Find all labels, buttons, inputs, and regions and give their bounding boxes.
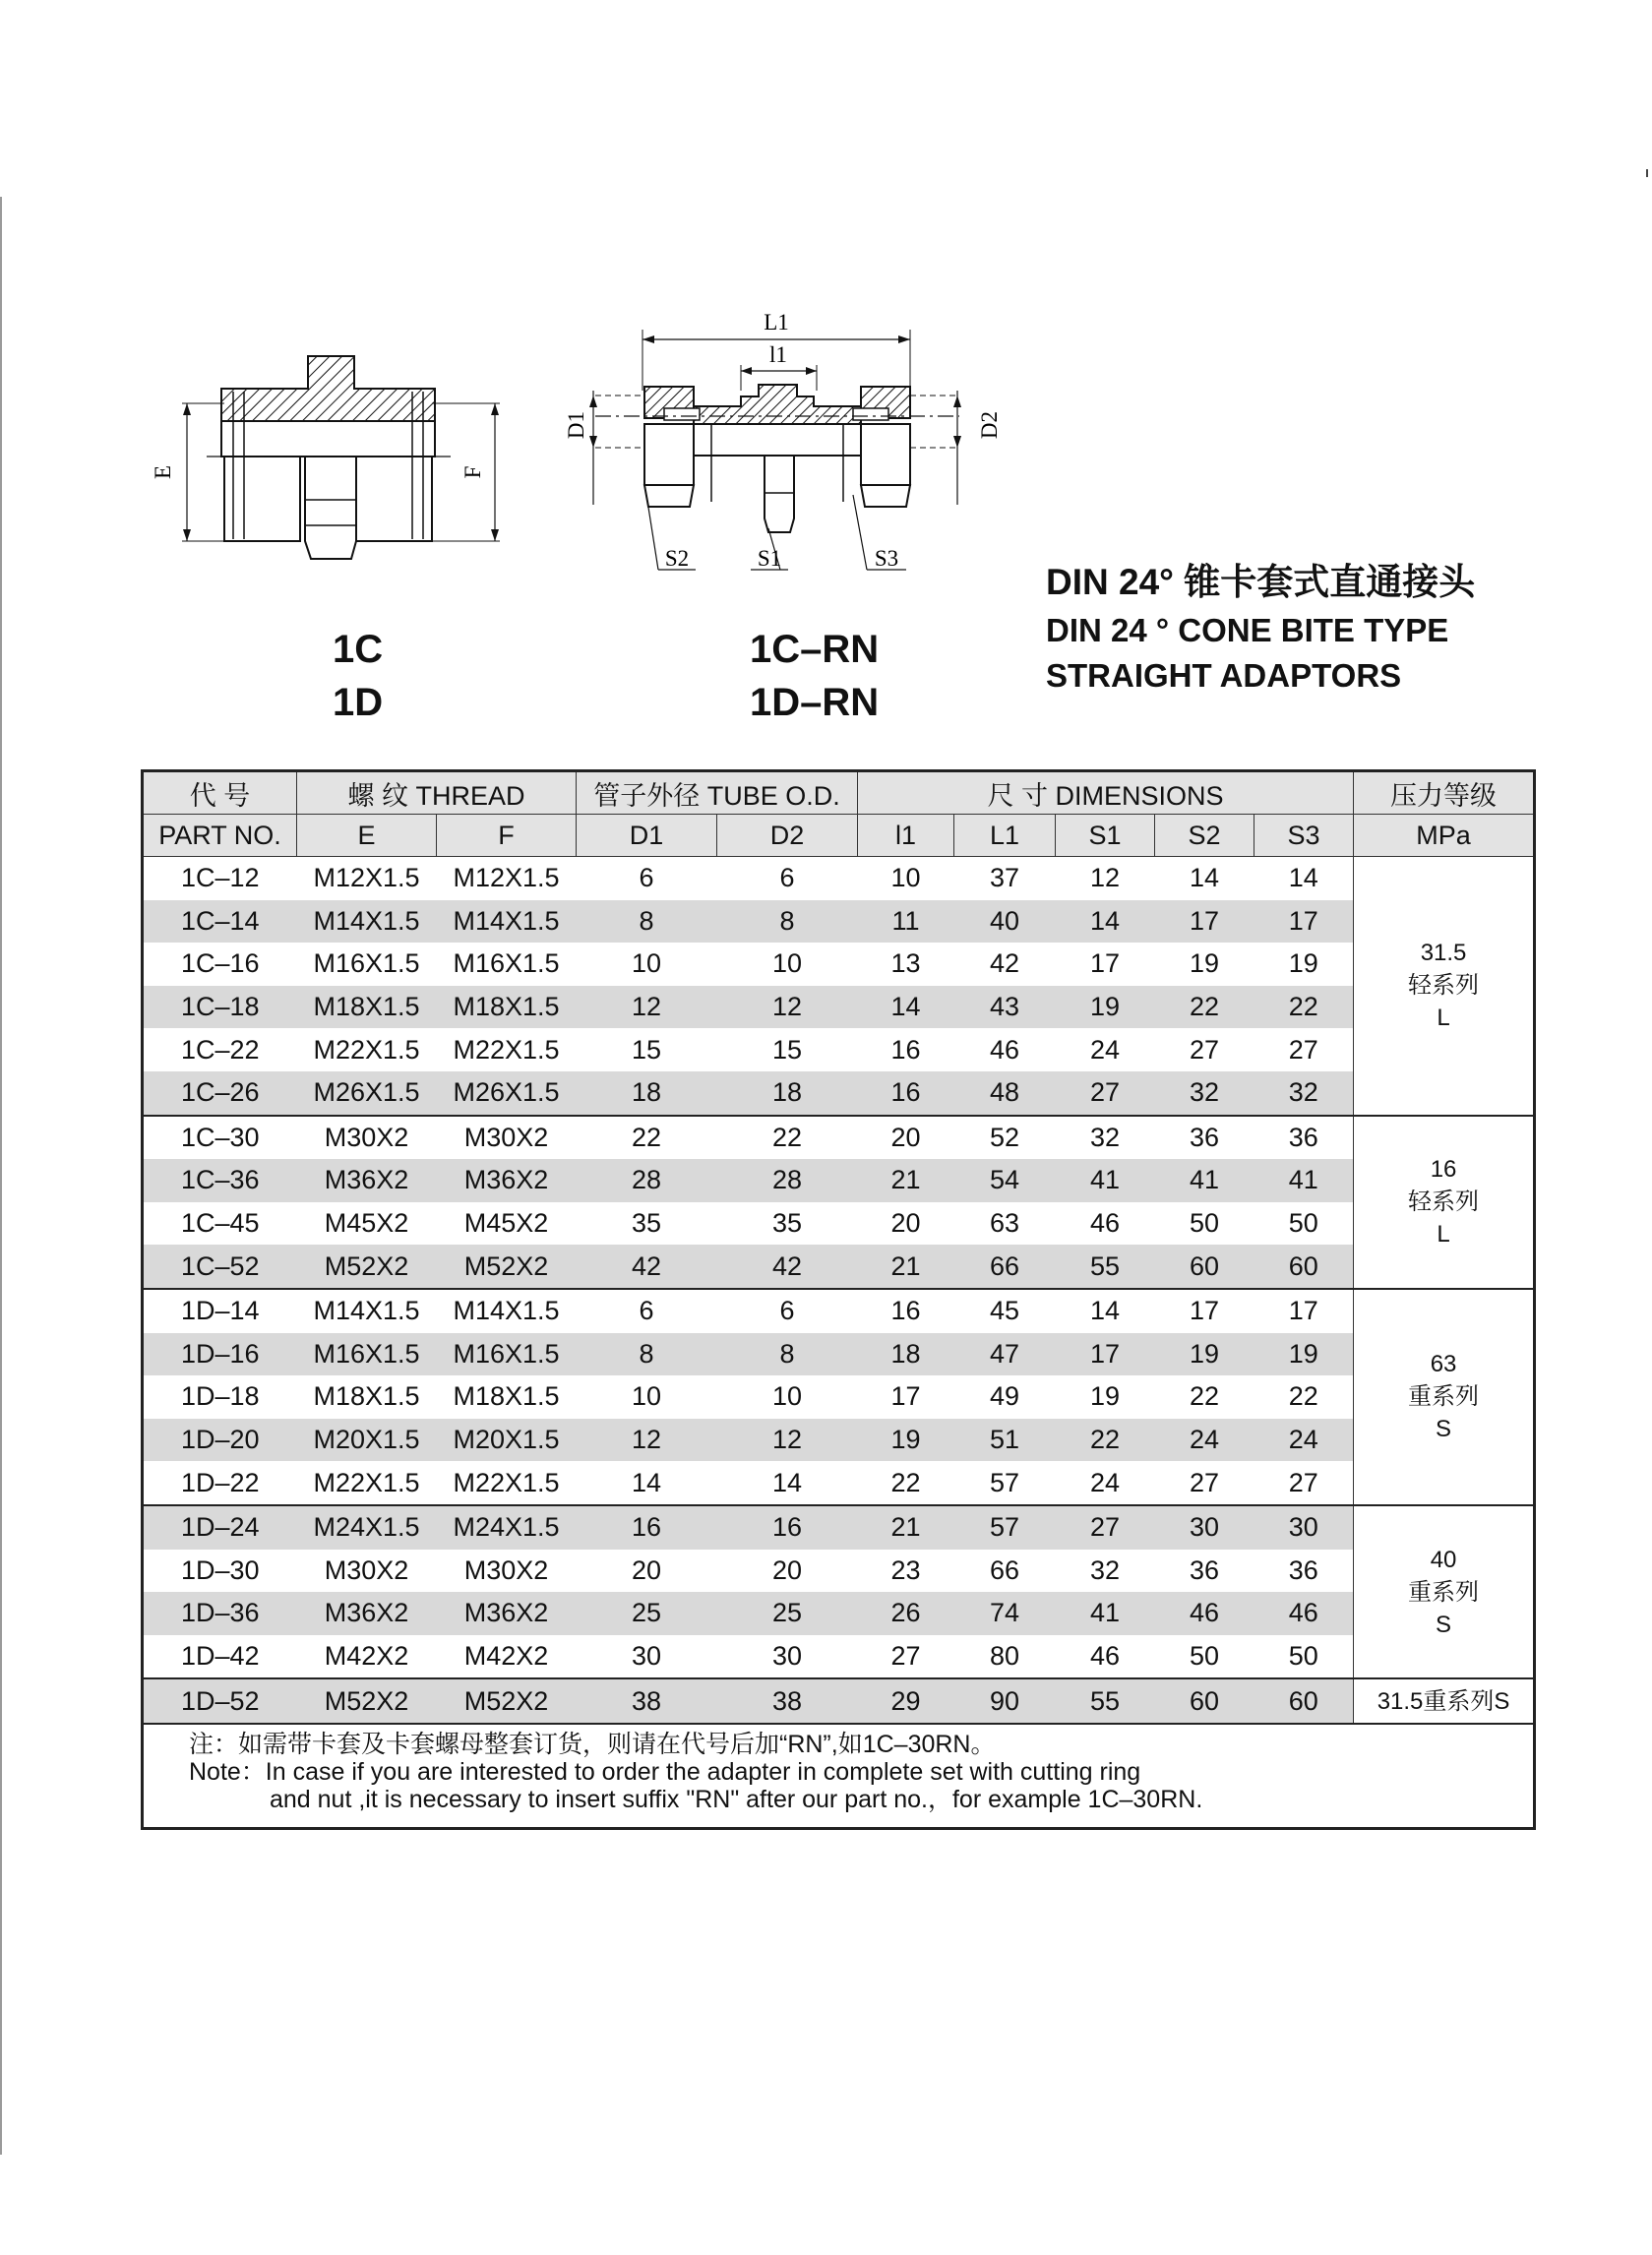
table-cell: M30X2 (324, 1554, 409, 1585)
table-cell: M12X1.5 (313, 863, 420, 893)
order-note (143, 1724, 1535, 1829)
table-cell: 15 (772, 1034, 803, 1065)
table-cell: 17 (1155, 900, 1254, 944)
table-cell: 16 (858, 1071, 954, 1116)
table-cell: M24X1.5 (437, 1505, 577, 1550)
table-cell: M16X1.5 (297, 1333, 437, 1376)
table-cell: 20 (772, 1554, 803, 1585)
table-cell: 30 (631, 1640, 662, 1671)
table-cell: M36X2 (437, 1592, 577, 1635)
table-cell: M30X2 (297, 1116, 437, 1160)
table-cell: 14 (1190, 863, 1220, 893)
table-row (143, 1550, 1535, 1593)
table-cell: 14 (1288, 863, 1318, 893)
table-cell: 10 (631, 948, 662, 979)
table-row (143, 1333, 1535, 1376)
dim-label-s1: S1 (757, 546, 782, 571)
table-cell: 60 (1254, 1245, 1354, 1289)
header-l1: L1 (954, 815, 1056, 857)
table-cell: 57 (990, 1467, 1020, 1497)
table-cell: 10 (772, 1381, 803, 1412)
table-cell: 19 (858, 1419, 954, 1462)
page-edge-line (0, 197, 2, 2155)
table-cell: 18 (858, 1333, 954, 1376)
table-cell: 27 (1190, 1467, 1220, 1497)
table-cell: 43 (954, 986, 1056, 1029)
table-cell: 28 (717, 1159, 858, 1202)
table-cell: 22 (1155, 986, 1254, 1029)
table-cell: 36 (1288, 1554, 1318, 1585)
table-cell: 12 (717, 986, 858, 1029)
table-cell: 49 (990, 1381, 1020, 1412)
pressure-rating-line: 轻系列 (1408, 1188, 1480, 1216)
model-label-1d: 1D (333, 681, 384, 724)
table-cell: 46 (1090, 1640, 1121, 1671)
table-cell: 12 (1090, 863, 1121, 893)
note-row (143, 1724, 1535, 1829)
table-cell: M16X1.5 (313, 948, 420, 979)
header-part-no: PART NO. (143, 815, 297, 857)
table-cell: 32 (1155, 1071, 1254, 1116)
table-cell: M18X1.5 (297, 986, 437, 1029)
table-cell: 50 (1288, 1640, 1318, 1671)
table-cell: M45X2 (463, 1208, 549, 1239)
table-row (143, 857, 1535, 900)
table-cell: M22X1.5 (313, 1034, 420, 1065)
table-cell: 41 (1056, 1159, 1155, 1202)
model-label-1c-rn: 1C–RN (750, 628, 880, 671)
table-cell: M14X1.5 (297, 1289, 437, 1333)
pressure-rating-cell (1354, 1116, 1535, 1289)
table-row (143, 1461, 1535, 1505)
dim-label-l1-total: L1 (764, 310, 789, 335)
table-cell: 21 (858, 1245, 954, 1289)
table-cell: 1D–30 (180, 1554, 260, 1585)
table-cell: 51 (954, 1419, 1056, 1462)
table-cell: M22X1.5 (453, 1034, 560, 1065)
table-cell: 50 (1288, 1208, 1318, 1239)
table-cell: 6 (577, 1289, 717, 1333)
table-cell: 41 (1155, 1159, 1254, 1202)
adaptor-drawing-1c (138, 335, 521, 571)
table-cell: 60 (1155, 1678, 1254, 1724)
table-row (143, 900, 1535, 944)
table-cell: 19 (1288, 948, 1318, 979)
table-cell: M18X1.5 (313, 1381, 420, 1412)
pressure-rating-line: S (1436, 1416, 1452, 1443)
dimensions-table (141, 769, 1536, 1830)
table-cell: 12 (577, 986, 717, 1029)
table-body (143, 857, 1535, 1829)
pressure-rating-line: 63 (1430, 1351, 1457, 1378)
header-mpa: MPa (1354, 815, 1535, 857)
table-cell: 1C–26 (143, 1071, 297, 1116)
table-cell: 17 (1254, 1289, 1354, 1333)
table-cell: 30 (772, 1640, 803, 1671)
table-cell: 17 (1254, 900, 1354, 944)
pressure-rating-line: S (1436, 1611, 1452, 1638)
table-cell: 63 (990, 1208, 1020, 1239)
page-edge-mark (1646, 169, 1648, 177)
table-cell: 27 (1056, 1071, 1155, 1116)
table-cell: M20X1.5 (437, 1419, 577, 1462)
table-cell: 27 (890, 1640, 921, 1671)
pressure-rating-line: L (1437, 1005, 1450, 1032)
table-cell: 46 (1155, 1592, 1254, 1635)
table-cell: 26 (858, 1592, 954, 1635)
header-row-1 (143, 771, 1535, 815)
pressure-rating-line: 重系列 (1408, 1578, 1480, 1606)
table-row (143, 1159, 1535, 1202)
table-cell: 1D–18 (180, 1381, 260, 1412)
table-cell: 14 (858, 986, 954, 1029)
table-cell: M14X1.5 (437, 1289, 577, 1333)
table-cell: 38 (717, 1678, 858, 1724)
table-row (143, 1245, 1535, 1289)
table-row (143, 1635, 1535, 1679)
table-cell: M36X2 (437, 1159, 577, 1202)
table-cell: 17 (890, 1381, 921, 1412)
table-cell: 19 (1090, 1381, 1121, 1412)
model-label-1c: 1C (333, 628, 384, 671)
table-cell: 16 (858, 1289, 954, 1333)
table-cell: 55 (1056, 1245, 1155, 1289)
table-cell: M45X2 (324, 1208, 409, 1239)
table-cell: 41 (1254, 1159, 1354, 1202)
table-cell: M36X2 (297, 1159, 437, 1202)
pressure-rating-line: 重系列 (1408, 1383, 1480, 1411)
table-cell: 20 (631, 1554, 662, 1585)
pressure-rating-line: L (1437, 1221, 1450, 1249)
table-cell: M14X1.5 (297, 900, 437, 944)
table-cell: 1C–22 (180, 1034, 260, 1065)
header-s3: S3 (1254, 815, 1354, 857)
table-cell: 22 (1056, 1419, 1155, 1462)
table-cell: 38 (577, 1678, 717, 1724)
product-title (1046, 557, 1475, 699)
table-cell: 66 (954, 1245, 1056, 1289)
table-row (143, 1071, 1535, 1116)
table-cell: 22 (890, 1467, 921, 1497)
table-cell: 22 (1288, 1381, 1318, 1412)
header-part-no-cn: 代 号 (143, 771, 297, 815)
table-cell: 12 (717, 1419, 858, 1462)
table-cell: 1D–42 (180, 1640, 260, 1671)
table-cell: 23 (890, 1554, 921, 1585)
pressure-rating-line: 16 (1430, 1156, 1457, 1184)
table-cell: 1D–20 (143, 1419, 297, 1462)
pressure-rating-cell (1354, 1289, 1535, 1505)
table-cell: 15 (631, 1034, 662, 1065)
note-english-line1: Note：In case if you are interested to order the adapter in complete set with cutting ring (189, 1757, 1141, 1786)
table-cell: 1C–45 (180, 1208, 260, 1239)
table-cell: 1C–16 (180, 948, 260, 979)
pressure-rating-cell (1354, 1678, 1535, 1724)
header-f: F (437, 815, 577, 857)
table-cell: 14 (631, 1467, 662, 1497)
header-tube-od: 管子外径 TUBE O.D. (577, 771, 858, 815)
table-cell: 18 (717, 1071, 858, 1116)
pressure-rating-line: 40 (1430, 1546, 1457, 1573)
table-row (143, 1678, 1535, 1724)
table-cell: 14 (1056, 900, 1155, 944)
table-cell: 24 (1090, 1034, 1121, 1065)
table-row (143, 1592, 1535, 1635)
table-cell: 27 (1190, 1034, 1220, 1065)
table-row (143, 1028, 1535, 1071)
table-cell: 21 (858, 1505, 954, 1550)
table-cell: M52X2 (437, 1245, 577, 1289)
dim-label-l1-small: l1 (769, 342, 787, 367)
table-cell: 14 (772, 1467, 803, 1497)
table-cell: 27 (1288, 1034, 1318, 1065)
table-cell: 8 (577, 900, 717, 944)
table-cell: 36 (1155, 1116, 1254, 1160)
header-d2: D2 (717, 815, 858, 857)
table-cell: 27 (1056, 1505, 1155, 1550)
table-cell: 12 (577, 1419, 717, 1462)
table-cell: 10 (631, 1381, 662, 1412)
table-cell: 16 (890, 1034, 921, 1065)
pressure-rating-line: 31.5 (1420, 940, 1467, 967)
table-cell: 32 (1056, 1116, 1155, 1160)
table-cell: 20 (890, 1208, 921, 1239)
table-cell: 35 (631, 1208, 662, 1239)
table-cell: 10 (772, 948, 803, 979)
table-cell: 90 (954, 1678, 1056, 1724)
table-cell: 22 (1254, 986, 1354, 1029)
table-cell: M16X1.5 (453, 948, 560, 979)
table-cell: 19 (1155, 1333, 1254, 1376)
dim-label-s2: S2 (664, 546, 690, 571)
table-cell: 42 (577, 1245, 717, 1289)
table-row (143, 1289, 1535, 1333)
table-cell: 8 (717, 1333, 858, 1376)
table-cell: 22 (1190, 1381, 1220, 1412)
table-cell: 46 (1090, 1208, 1121, 1239)
table-cell: 30 (1254, 1505, 1354, 1550)
pressure-rating-cell (1354, 1505, 1535, 1678)
table-cell: 10 (890, 863, 921, 893)
table-row (143, 986, 1535, 1029)
table-cell: M30X2 (463, 1554, 549, 1585)
model-label-1d-rn: 1D–RN (750, 681, 880, 724)
table-cell: 19 (1254, 1333, 1354, 1376)
pressure-rating-line: 31.5重系列S (1377, 1687, 1510, 1715)
header-d1: D1 (577, 815, 717, 857)
adaptor-drawing-1c-rn (536, 300, 1009, 595)
table-row (143, 1202, 1535, 1246)
table-cell: M30X2 (437, 1116, 577, 1160)
header-row-2 (143, 815, 1535, 857)
table-cell: 66 (990, 1554, 1020, 1585)
header-s2: S2 (1155, 815, 1254, 857)
table-cell: 47 (954, 1333, 1056, 1376)
table-cell: M22X1.5 (453, 1467, 560, 1497)
table-cell: 8 (717, 900, 858, 944)
table-cell: 14 (1056, 1289, 1155, 1333)
table-cell: 1D–36 (143, 1592, 297, 1635)
table-cell: 40 (954, 900, 1056, 944)
table-cell: 1D–16 (143, 1333, 297, 1376)
table-cell: 17 (1090, 948, 1121, 979)
table-cell: 28 (577, 1159, 717, 1202)
table-cell: 36 (1254, 1116, 1354, 1160)
table-cell: 60 (1254, 1678, 1354, 1724)
table-cell: 54 (954, 1159, 1056, 1202)
header-dimensions: 尺 寸 DIMENSIONS (858, 771, 1354, 815)
title-english-line2: STRAIGHT ADAPTORS (1046, 657, 1402, 694)
table-cell: 24 (1155, 1419, 1254, 1462)
table-cell: M22X1.5 (313, 1467, 420, 1497)
table-cell: 48 (954, 1071, 1056, 1116)
table-cell: M36X2 (297, 1592, 437, 1635)
table-cell: 16 (717, 1505, 858, 1550)
table-cell: M52X2 (297, 1678, 437, 1724)
table-cell: M16X1.5 (437, 1333, 577, 1376)
title-chinese: DIN 24° 锥卡套式直通接头 (1046, 562, 1476, 602)
table-cell: 57 (954, 1505, 1056, 1550)
header-s1: S1 (1056, 815, 1155, 857)
dim-label-d2: D2 (977, 410, 1002, 440)
table-cell: 1D–24 (143, 1505, 297, 1550)
table-cell: 60 (1155, 1245, 1254, 1289)
table-cell: 11 (858, 900, 954, 944)
dim-label-e: E (151, 464, 175, 480)
table-cell: 20 (858, 1116, 954, 1160)
table-cell: 6 (779, 863, 795, 893)
table-cell: 74 (954, 1592, 1056, 1635)
table-cell: 35 (772, 1208, 803, 1239)
table-cell: 52 (954, 1116, 1056, 1160)
table-cell: 1C–18 (143, 986, 297, 1029)
table-cell: 1C–52 (143, 1245, 297, 1289)
table-cell: 30 (1155, 1505, 1254, 1550)
table-cell: 24 (1090, 1467, 1121, 1497)
table-cell: 19 (1190, 948, 1220, 979)
pressure-rating-line: 轻系列 (1408, 972, 1480, 1000)
table-cell: 21 (858, 1159, 954, 1202)
table-cell: 46 (990, 1034, 1020, 1065)
table-cell: 18 (577, 1071, 717, 1116)
dim-label-d1: D1 (564, 410, 588, 440)
table-row (143, 1375, 1535, 1419)
table-cell: 41 (1056, 1592, 1155, 1635)
table-cell: 1D–22 (180, 1467, 260, 1497)
table-row (143, 1116, 1535, 1160)
pressure-rating-cell (1354, 857, 1535, 1116)
table-cell: M18X1.5 (437, 986, 577, 1029)
dim-label-f: F (460, 465, 485, 479)
table-cell: M42X2 (463, 1640, 549, 1671)
header-e: E (297, 815, 437, 857)
header-thread: 螺 纹 THREAD (297, 771, 577, 815)
table-cell: 32 (1090, 1554, 1121, 1585)
table-cell: M14X1.5 (437, 900, 577, 944)
table-cell: M52X2 (437, 1678, 577, 1724)
table-cell: 13 (890, 948, 921, 979)
table-cell: 29 (858, 1678, 954, 1724)
table-cell: M20X1.5 (297, 1419, 437, 1462)
table-cell: 1C–14 (143, 900, 297, 944)
table-cell: 36 (1190, 1554, 1220, 1585)
table-cell: 50 (1190, 1640, 1220, 1671)
table-cell: M18X1.5 (453, 1381, 560, 1412)
dim-label-s3: S3 (874, 546, 899, 571)
table-cell: M42X2 (324, 1640, 409, 1671)
table-cell: 6 (639, 863, 654, 893)
table-cell: 17 (1056, 1333, 1155, 1376)
note-chinese: 注：如需带卡套及卡套螺母整套订货，则请在代号后加“RN”,如1C–30RN。 (189, 1730, 996, 1758)
table-cell: 50 (1190, 1208, 1220, 1239)
table-cell: 80 (990, 1640, 1020, 1671)
table-cell: 6 (717, 1289, 858, 1333)
table-cell: 8 (577, 1333, 717, 1376)
table-cell: 55 (1056, 1678, 1155, 1724)
table-cell: 16 (577, 1505, 717, 1550)
table-cell: M26X1.5 (297, 1071, 437, 1116)
table-row (143, 943, 1535, 986)
table-cell: M26X1.5 (437, 1071, 577, 1116)
table-cell: 1D–14 (143, 1289, 297, 1333)
table-cell: 37 (990, 863, 1020, 893)
table-cell: 1C–12 (180, 863, 260, 893)
table-cell: 1D–52 (143, 1678, 297, 1724)
table-cell: 1C–36 (143, 1159, 297, 1202)
table-cell: 42 (717, 1245, 858, 1289)
table-cell: 22 (577, 1116, 717, 1160)
table-cell: 42 (990, 948, 1020, 979)
table-cell: 27 (1288, 1467, 1318, 1497)
note-english-line2: and nut ,it is necessary to insert suffix "RN" after our part no.，for example 1C–30RN. (270, 1785, 1203, 1813)
table-cell: 32 (1254, 1071, 1354, 1116)
header-pressure: 压力等级 (1354, 771, 1535, 815)
table-cell: M12X1.5 (453, 863, 560, 893)
table-cell: 22 (717, 1116, 858, 1160)
table-cell: 19 (1056, 986, 1155, 1029)
title-english-line1: DIN 24 ° CONE BITE TYPE (1046, 612, 1449, 648)
table-cell: 25 (577, 1592, 717, 1635)
table-cell: M24X1.5 (297, 1505, 437, 1550)
table-cell: 46 (1254, 1592, 1354, 1635)
table-row (143, 1419, 1535, 1462)
table-row (143, 1505, 1535, 1550)
table-cell: 45 (954, 1289, 1056, 1333)
table-cell: 1C–30 (143, 1116, 297, 1160)
table-cell: 25 (717, 1592, 858, 1635)
table-cell: M52X2 (297, 1245, 437, 1289)
table-cell: 24 (1254, 1419, 1354, 1462)
header-l1-small: l1 (858, 815, 954, 857)
table-cell: 17 (1155, 1289, 1254, 1333)
